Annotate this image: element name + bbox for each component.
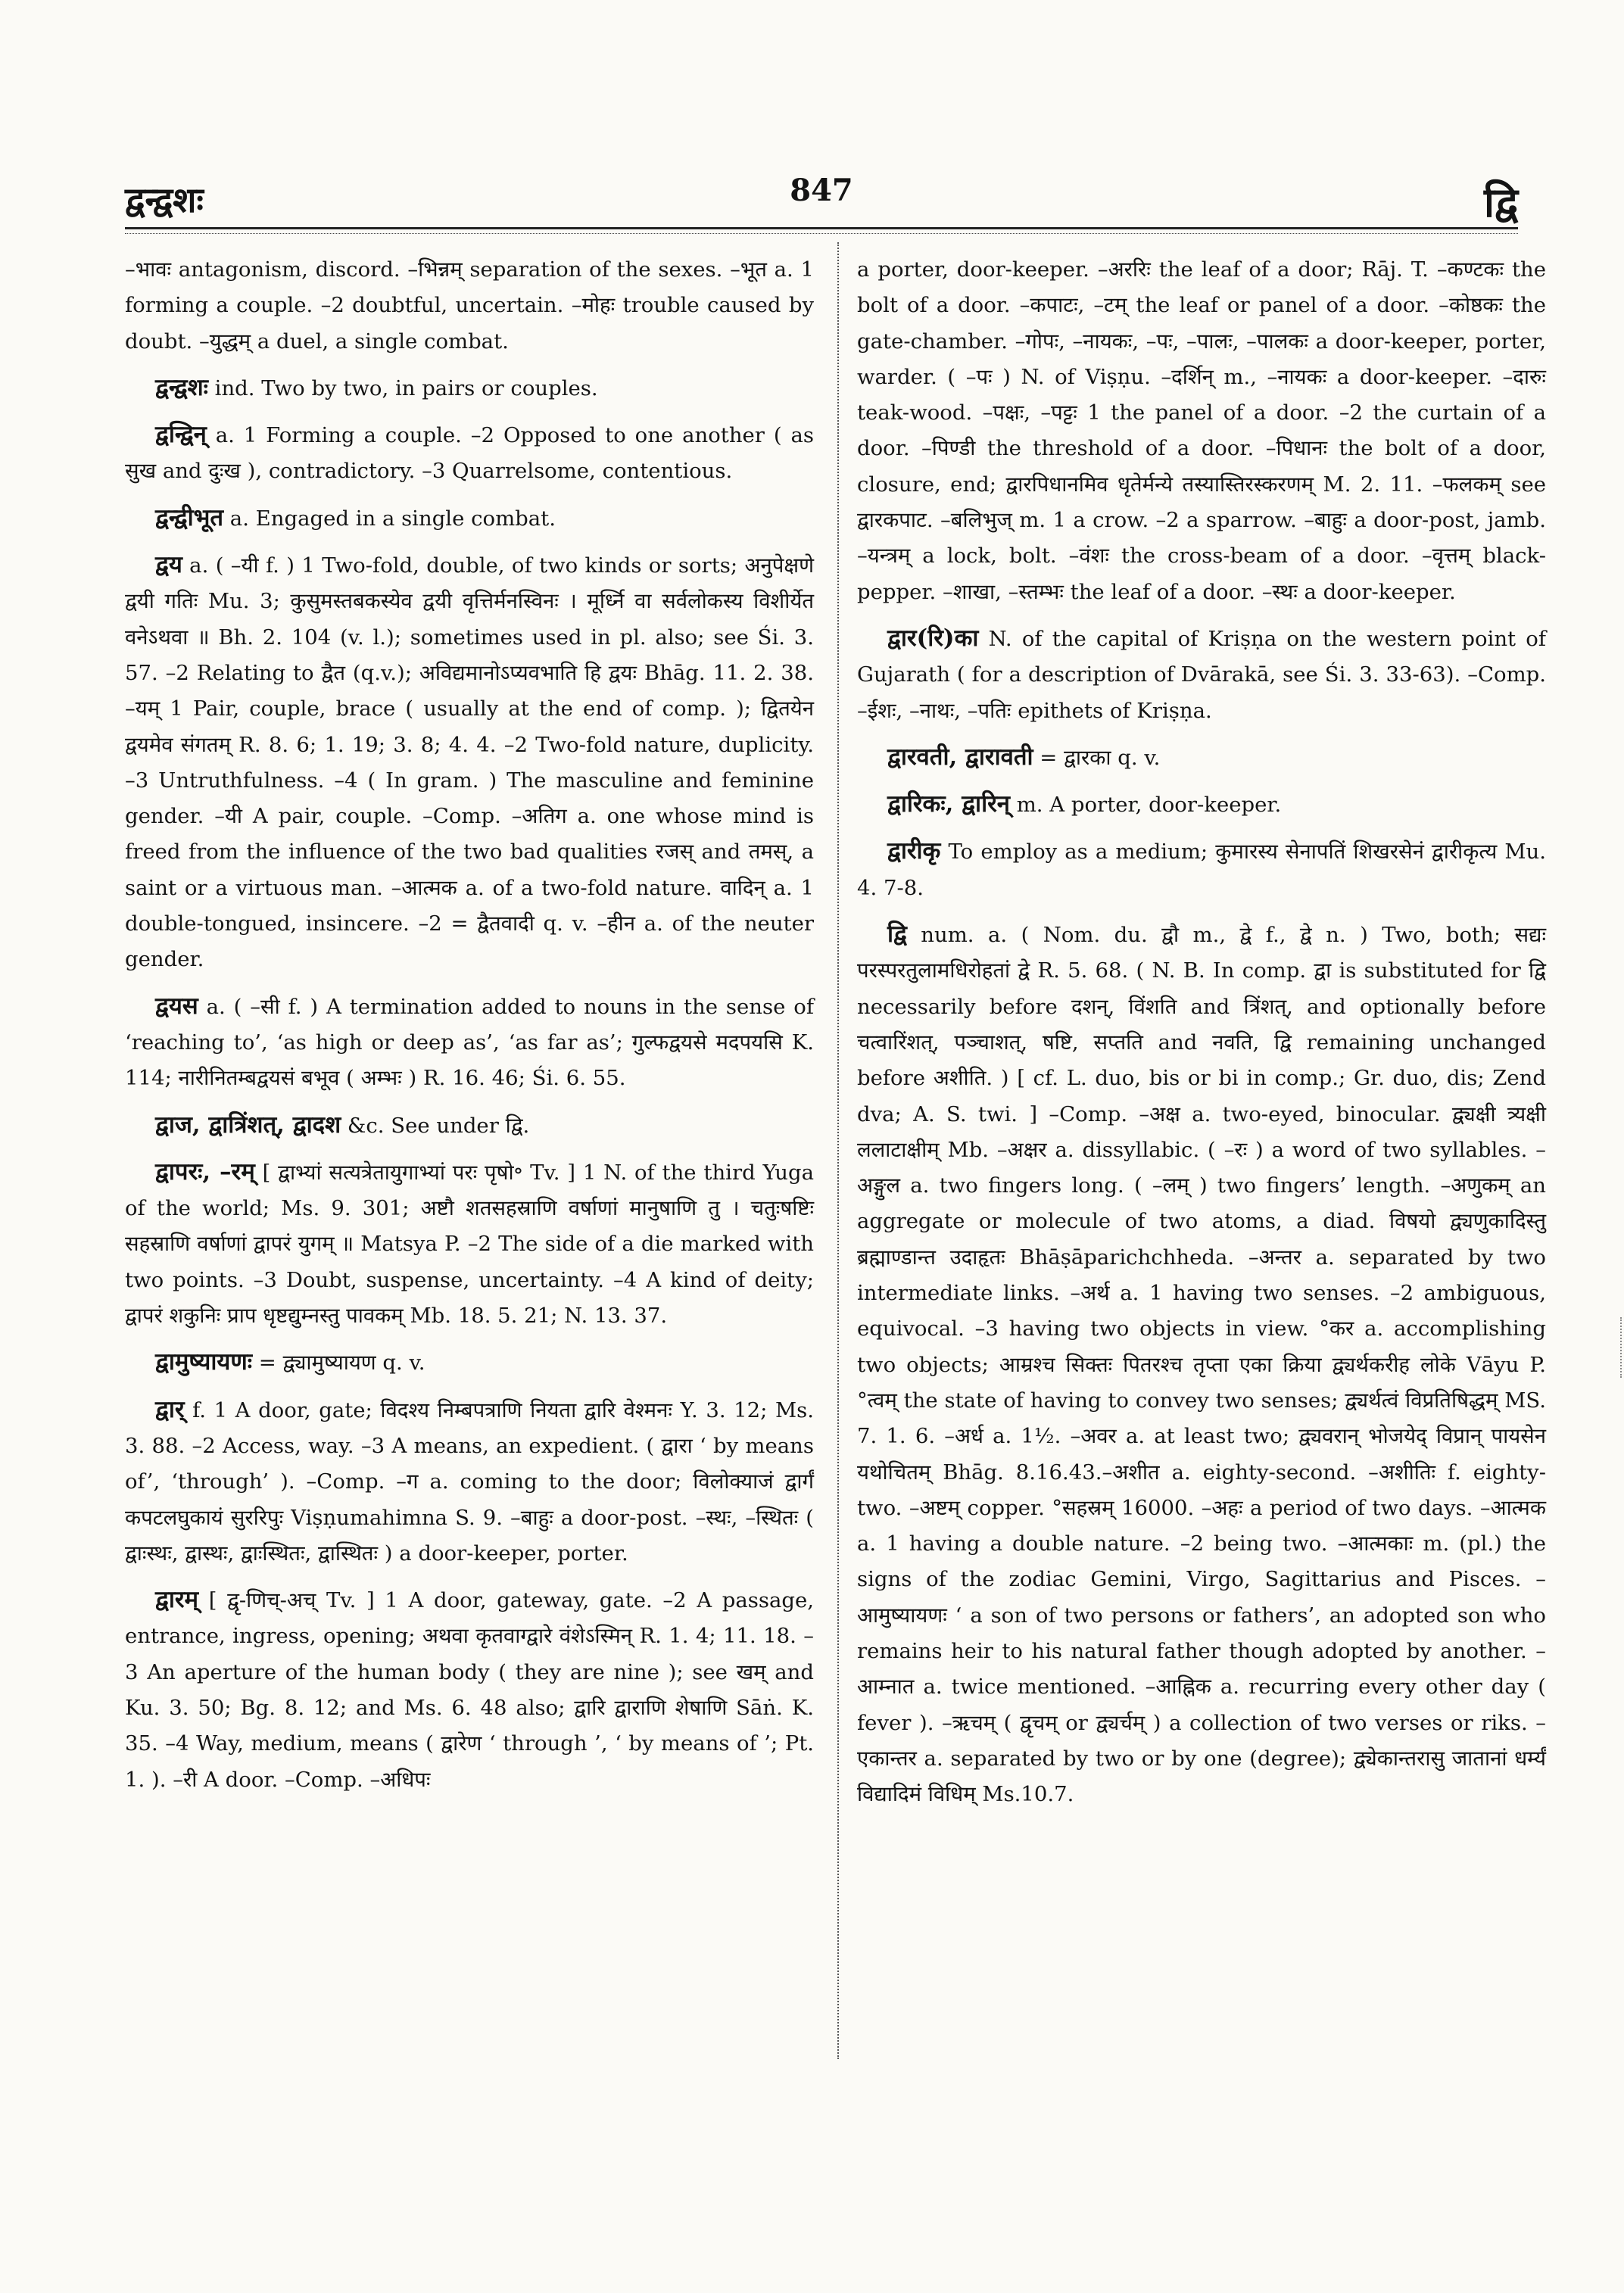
header-dotted-rule [125, 233, 1518, 234]
entry: द्वाज, द्वात्रिंशत्, द्वादश &c. See under द्वि. [155, 1111, 530, 1139]
headword: द्वन्द्विन् [155, 421, 207, 449]
entry: द्वार(रि)का N. of the capital of Kriṣṇa on the western point of Gujarath ( for a description of Dvārakā, see Śi. 3. 33-63). –Comp. –ईशः, –नाथः, –पतिः epithets of Kriṣṇa. [857, 624, 1546, 723]
headword: द्वार(रि)का [887, 624, 979, 652]
entry: –भावः antagonism, discord. –भिन्नम् separation of the sexes. –भूत a. 1 forming a couple. –2 doubtful, uncertain. –मोहः trouble caused by doubt. –युद्धम् a duel, a single combat. [125, 257, 814, 354]
page-number: 847 [790, 173, 853, 208]
headword: द्वारिकः, द्वारिन् [887, 790, 1010, 818]
headword: द्वारीकृ [887, 837, 941, 865]
entry: द्वारवती, द्वारावती = द्वारका q. v. [887, 743, 1161, 771]
entry: द्वामुष्यायणः = द्व्यामुष्यायण q. v. [155, 1348, 425, 1376]
margin-marks [1620, 1317, 1624, 1378]
entry: द्वार् f. 1 A door, gate; विदश्य निम्बपत्राणि नियता द्वारि वेश्मनः Y. 3. 12; Ms. 3. 88. –2 Access, way. –3 A means, an expedient. ( द्वारा ‘ by means of’, ‘through’ ). –Comp. –ग a. coming to the door; विलोक्याजं द्वार्गं कपटलघुकायं सुररिपुः Viṣṇumahimna S. 9. –बाहुः a door-post. –स्थः, –स्थितः ( द्वाःस्थः, द्वास्थः, द्वाःस्थितः, द्वास्थितः ) a door-keeper, porter. [125, 1395, 814, 1566]
entry: द्वन्द्विन् a. 1 Forming a couple. –2 Opposed to one another ( as सुख and दुःख ), contradictory. –3 Quarrelsome, contentious. [125, 421, 814, 484]
entry: द्वारम् [ द्वृ-णिच्-अच् Tv. ] 1 A door, gateway, gate. –2 A passage, entrance, ingress, opening; अथवा कृतवाग्द्वारे वंशेऽस्मिन् R. 1. 4; 11. 18. –3 An aperture of the human body ( they are nine ); see खम् and Ku. 3. 50; Bg. 8. 12; and Ms. 6. 48 also; द्वारि द्वाराणि शेषाणि Sāṅ. K. 35. –4 Way, medium, means ( द्वारेण ‘ through ’, ‘ by means of ’; Pt. 1. ). –री A door. –Comp. –अधिपः [125, 1586, 814, 1792]
headword: द्वाज, द्वात्रिंशत्, द्वादश [155, 1111, 341, 1139]
headword: द्वापरः, –रम् [155, 1157, 255, 1185]
headword: द्वि [887, 921, 907, 949]
entry: a porter, door-keeper. –अररिः the leaf of a door; Rāj. T. –कण्टकः the bolt of a door. –कपाटः, –टम् the leaf or panel of a door. –कोष्ठकः the gate-chamber. –गोपः, –नायकः, –पः, –पालः, –पालकः a door-keeper, porter, warder. ( –पः ) N. of Viṣṇu. –दर्शिन् m., –नायकः a door-keeper. –दारुः teak-wood. –पक्षः, –पट्टः 1 the panel of a door. –2 the curtain of a door. –पिण्डी the threshold of a door. –पिधानः the bolt of a door, closure, end; द्वारपिधानमिव धृतेर्मन्ये तस्यास्तिरस्करणम् M. 2. 11. –फलकम् see द्वारकपाट. –बलिभुज् m. 1 a crow. –2 a sparrow. –बाहुः a door-post, jamb. –यन्त्रम् a lock, bolt. –वंशः the cross-beam of a door. –वृत्तम् black-pepper. –शाखा, –स्तम्भः the leaf of a door. –स्थः a door-keeper. [857, 257, 1546, 604]
entry: द्वन्द्वशः ind. Two by two, in pairs or couples. [155, 373, 598, 401]
entry: द्वापरः, –रम् [ द्वाभ्यां सत्यत्रेतायुगाभ्यां परः पृषो॰ Tv. ] 1 N. of the third Yuga of the world; Ms. 9. 301; अष्टौ शतसहस्राणि वर्षाणां मानुषाणि तु । चतुःषष्टिः सहस्राणि वर्षाणां द्वापरं युगम् ॥ Matsya P. –2 The side of a die marked with two points. –3 Doubt, suspense, uncertainty. –4 A kind of deity; द्वापरं शकुनिः प्राप धृष्टद्युम्नस्तु पावकम् Mb. 18. 5. 21; N. 13. 37. [125, 1157, 814, 1329]
headword: द्वार् [155, 1395, 185, 1423]
right-guideword: द्वि [1483, 178, 1518, 226]
entry: द्वारिकः, द्वारिन् m. A porter, door-keeper. [887, 790, 1282, 818]
left-guideword: द्वन्द्वशः [125, 179, 204, 220]
headword: द्वन्द्वीभूत [155, 503, 224, 531]
headword: द्वारवती, द्वारावती [887, 743, 1033, 771]
entry: द्वन्द्वीभूत a. Engaged in a single combat. [155, 503, 556, 531]
entry: द्वि num. a. ( Nom. du. द्वौ m., द्वे f., द्वे n. ) Two, both; सद्यः परस्परतुलामधिरोहतां द्वे R. 5. 68. ( N. B. In comp. द्वा is substituted for द्वि necessarily before दशन्, विंशति and त्रिंशत्, and optionally before चत्वारिंशत्, पञ्चाशत्, षष्टि, सप्तति and नवति, द्वि remaining unchanged before अशीति. ) [ cf. L. duo, bis or bi in comp.; Gr. duo, dis; Zend dva; A. S. twi. ] –Comp. –अक्ष a. two-eyed, binocular. द्व्यक्षी त्र्यक्षी ललाटाक्षीम् Mb. –अक्षर a. dissyllabic. ( –रः ) a word of two syllables. –अङ्गुल a. two fingers long. ( –लम् ) two fingers’ length. –अणुकम् an aggregate or molecule of two atoms, a diad. विषयो द्व्यणुकादिस्तु ब्रह्माण्डान्त उदाहृतः Bhāṣāparichchheda. –अन्तर a. separated by two intermediate links. –अर्थ a. 1 having two senses. –2 ambiguous, equivocal. –3 having two objects in view. °कर a. accomplishing two objects; आम्रश्च सिक्तः पितरश्च तृप्ता एका क्रिया द्व्यर्थकरीह लोके Vāyu P. °त्वम् the state of having to convey two senses; द्व्यर्थत्वं विप्रतिषिद्धम् MS. 7. 1. 6. –अर्ध a. 1½. –अवर a. at least two; द्व्यवरान् भोजयेद् विप्रान् पायसेन यथोचितम् Bhāg. 8.16.43.–अशीत a. eighty-second. –अशीतिः f. eighty-two. –अष्टम् copper. °सहस्रम् 16000. –अहः a period of two days. –आत्मक a. 1 having a double nature. –2 being two. –आत्मकाः m. (pl.) the signs of the zodiac Gemini, Virgo, Sagittarius and Pisces. –आमुष्यायणः ‘ a son of two persons or fathers’, an adopted son who remains heir to his natural father though adopted by another. –आम्नात a. twice mentioned. –आह्निक a. recurring every other day ( fever ). –ऋचम् ( द्वृचम् or द्व्यर्चम् ) a collection of two verses or riks. –एकान्तर a. separated by two or by one (degree); द्व्येकान्तरासु जातानां धर्म्यं विद्यादिमं विधिम् Ms.10.7. [857, 921, 1546, 1807]
header-rule [125, 227, 1518, 229]
headword: द्वामुष्यायणः [155, 1348, 253, 1376]
entry: द्वय a. ( –यी f. ) 1 Two-fold, double, of two kinds or sorts; अनुपेक्षणे द्वयी गतिः Mu. 3; कुसुमस्तबकस्येव द्वयी वृत्तिर्मनस्विनः । मूर्ध्नि वा सर्वलोकस्य विशीर्येत वनेऽथवा ॥ Bh. 2. 104 (v. l.); sometimes used in pl. also; see Śi. 3. 57. –2 Relating to द्वैत (q.v.); अविद्यमानोऽप्यवभाति हि द्वयः Bhāg. 11. 2. 38. –यम् 1 Pair, couple, brace ( usually at the end of comp. ); द्वितयेन द्वयमेव संगतम् R. 8. 6; 1. 19; 3. 8; 4. 4. –2 Two-fold nature, duplicity. –3 Untruthfulness. –4 ( In gram. ) The masculine and feminine gender. –यी A pair, couple. –Comp. –अतिग a. one whose mind is freed from the influence of the two bad qualities रजस् and तमस्, a saint or a virtuous man. –आत्मक a. of a two-fold nature. वादिन् a. 1 double-tongued, insincere. –2 = द्वैतवादी q. v. –हीन a. of the neuter gender. [125, 551, 814, 972]
page-header [125, 168, 1518, 226]
right-column [857, 251, 1546, 1812]
left-column [125, 251, 814, 1798]
entry: द्वयस a. ( –सी f. ) A termination added to nouns in the sense of ‘reaching to’, ‘as high or deep as’, ‘as far as’; गुल्फद्वयसे मदपयसि K. 114; नारीनितम्बद्वयसं बभूव ( अम्भः ) R. 16. 46; Śi. 6. 55. [125, 992, 814, 1091]
entry: द्वारीकृ To employ as a medium; कुमारस्य सेनापतिं शिखरसेनं द्वारीकृत्य Mu. 4. 7-8. [857, 837, 1546, 900]
column-divider [837, 242, 839, 2059]
headword: द्वय [155, 551, 182, 579]
headword: द्वारम् [155, 1586, 199, 1614]
headword: द्वन्द्वशः [155, 373, 208, 401]
headword: द्वयस [155, 992, 198, 1020]
